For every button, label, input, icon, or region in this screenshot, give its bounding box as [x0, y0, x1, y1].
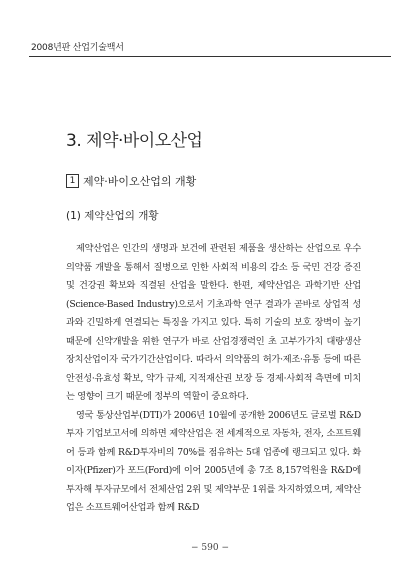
running-header: 2008년판 산업기술백서: [31, 43, 124, 53]
section-title: 제약·바이오산업의 개황: [83, 175, 197, 188]
subsection-heading: (1) 제약산업의 개황: [66, 210, 159, 222]
body-text: [66, 240, 361, 518]
section-number-box: 1: [66, 174, 79, 188]
paragraph-2: 영국 통상산업부(DTI)가 2006년 10월에 공개한 2006년도 글로벌 R&D투자 기업보고서에 의하면 제약산업은 전 세계적으로 자동차, 전자, 소프트웨어 등과 함께 R&D투자비의 70%를 점유하는 5대 업종에 랭크되고 있다. 화이자(Pfizer)가 포드(Ford)에 이어 2005년에 총 7조 8,157억원을 R&D에 투자해 투자규모에서 전체산업 2위 및 제약부문 1위를 차지하였으며, 제약산업은 소프트웨어산업과 함께 R&D: [66, 409, 361, 513]
chapter-title: 3. 제약·바이오산업: [66, 131, 203, 151]
page-number: − 590 −: [191, 543, 229, 553]
header-rule: [29, 56, 391, 57]
paragraph-1: 제약산업은 인간의 생명과 보건에 관련된 제품을 생산하는 산업으로 우수 의약품 개발을 통해서 질병으로 인한 사회적 비용의 감소 등 국민 건강 증진 및 건강권 확보와 직결된 산업을 말한다. 한편, 제약산업은 과학기반 산업(Science-Based Industry)으로서 기초과학 연구 결과가 곧바로 상업적 성과와 긴밀하게 연결되는 특징을 가지고 있다. 특히 기술의 보호 장벽이 높기 때문에 신약개발을 위한 연구가 바로 산업경쟁력인 초 고부가가치 대량생산 장치산업이자 국가기간산업이다. 따라서 의약품의 허가·제조·유통 등에 따른 안전성·유효성 확보, 약가 규제, 지적재산권 보장 등 경제·사회적 측면에 미치는 영향이 크기 때문에 정부의 역할이 중요하다.: [66, 243, 361, 402]
section-heading: [66, 173, 196, 189]
